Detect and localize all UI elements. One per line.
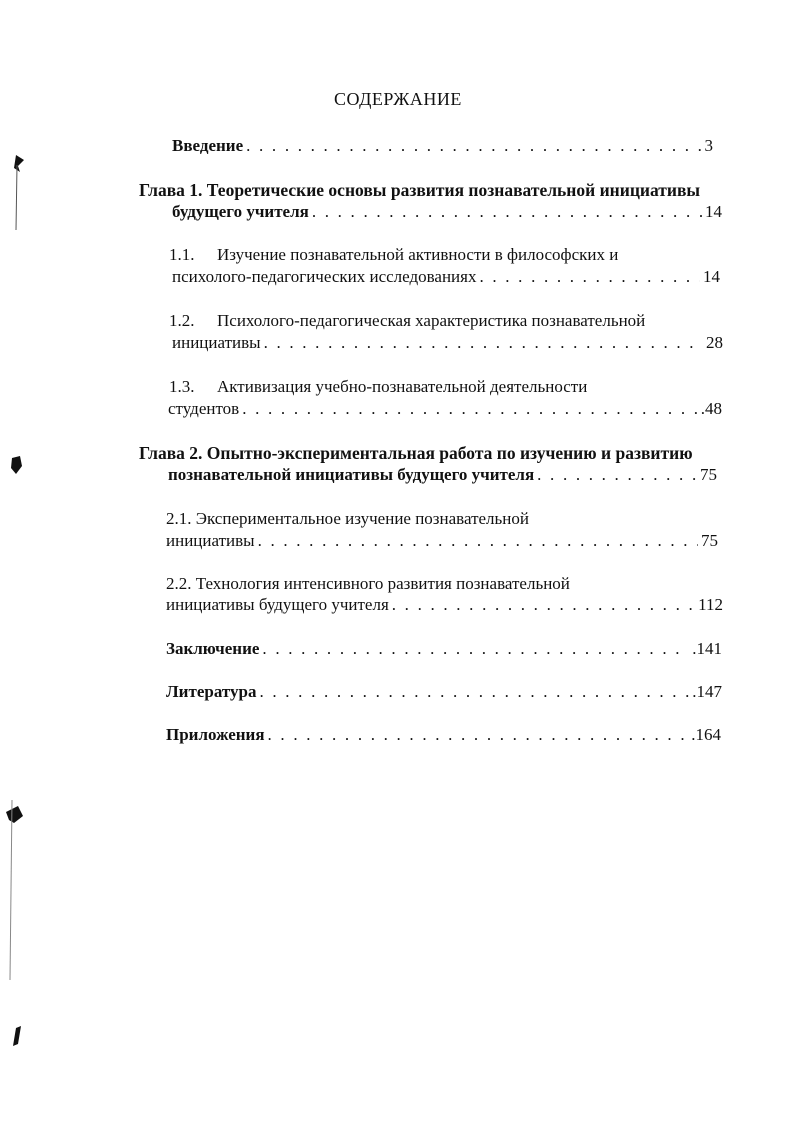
- toc-entry-label: Заключение: [166, 639, 260, 658]
- toc-leader-dots: [258, 530, 698, 552]
- toc-page-number: 14: [703, 267, 720, 286]
- toc-section-text: Активизация учебно-познавательной деятельности: [217, 377, 588, 396]
- toc-section-1-1-title: [169, 244, 618, 266]
- toc-page-number: 75: [700, 465, 717, 484]
- toc-entry-chapter-1: [172, 201, 722, 223]
- toc-page-number: 28: [706, 333, 723, 352]
- toc-leader-dots: [259, 681, 689, 703]
- toc-section-number: 1.1.: [169, 245, 195, 264]
- scan-line: [16, 165, 17, 230]
- toc-entry-label: будущего учителя: [172, 202, 309, 221]
- toc-chapter-2-title: Глава 2. Опытно-экспериментальная работа по изучению и развитию: [139, 443, 693, 463]
- toc-entry-label: Приложения: [166, 725, 265, 744]
- toc-page-number: .141: [692, 639, 722, 658]
- binding-mark: [11, 456, 22, 474]
- toc-entry-label: инициативы: [166, 531, 255, 550]
- toc-page-number: 112: [698, 595, 723, 614]
- toc-entry-appendix: [166, 724, 721, 746]
- toc-section-text: Психолого-педагогическая характеристика познавательной: [217, 311, 646, 330]
- toc-page-number: 3: [704, 136, 713, 155]
- toc-entry-label: Введение: [172, 136, 244, 155]
- toc-entry-label: Литература: [166, 682, 257, 701]
- toc-entry-label: познавательной инициативы будущего учителя: [168, 465, 535, 484]
- toc-entry-section-1-2: [172, 332, 723, 354]
- toc-entry-section-1-1: [172, 266, 720, 288]
- toc-chapter-1-title: Глава 1. Теоретические основы развития познавательной инициативы: [139, 180, 701, 200]
- toc-page-number: .164: [691, 725, 721, 744]
- toc-leader-dots: [264, 332, 703, 354]
- page-title: СОДЕРЖАНИЕ: [334, 89, 462, 109]
- scan-margin-artifacts: [0, 0, 30, 1143]
- toc-leader-dots: [537, 464, 697, 486]
- toc-section-2-2-title: 2.2. Технология интенсивного развития познавательной: [166, 574, 570, 593]
- toc-entry-chapter-2: [168, 464, 717, 486]
- scan-line: [10, 800, 12, 980]
- toc-leader-dots: [479, 266, 700, 288]
- toc-leader-dots: [268, 724, 689, 746]
- toc-entry-label: студентов: [168, 399, 240, 418]
- toc-leader-dots: [312, 201, 702, 223]
- toc-entry-intro: [172, 135, 713, 157]
- toc-page-number: .48: [700, 399, 722, 418]
- toc-leader-dots: [246, 135, 701, 157]
- toc-entry-section-1-3: [168, 398, 722, 420]
- toc-section-text: Изучение познавательной активности в философских и: [217, 245, 619, 264]
- toc-entry-label: психолого-педагогических исследованиях: [172, 267, 477, 286]
- toc-entry-label: инициативы: [172, 333, 261, 352]
- binding-mark: [13, 1026, 21, 1046]
- toc-page-number: .147: [692, 682, 722, 701]
- binding-mark: [14, 155, 24, 172]
- toc-entry-label: инициативы будущего учителя: [166, 595, 389, 614]
- toc-entry-conclusion: [166, 638, 722, 660]
- toc-section-number: 1.2.: [169, 311, 195, 330]
- toc-page-number: 14: [705, 202, 722, 221]
- toc-section-1-3-title: [169, 376, 587, 398]
- toc-page-number: 75: [701, 531, 718, 550]
- binding-mark: [6, 806, 23, 823]
- toc-section-2-1-title: 2.1. Экспериментальное изучение познавательной: [166, 509, 529, 528]
- toc-section-number: 1.3.: [169, 377, 195, 396]
- toc-leader-dots: [262, 638, 689, 660]
- toc-leader-dots: [242, 398, 698, 420]
- toc-leader-dots: [392, 594, 695, 616]
- toc-entry-section-2-2: [166, 594, 723, 616]
- toc-entry-section-2-1: [166, 530, 718, 552]
- toc-section-1-2-title: [169, 310, 645, 332]
- toc-entry-literature: [166, 681, 722, 703]
